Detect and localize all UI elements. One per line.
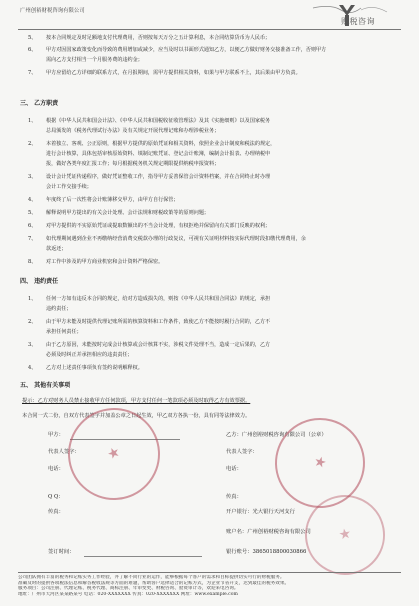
seal-star-icon: ★ bbox=[104, 443, 123, 464]
party-a-fax-label: 传真： bbox=[48, 509, 64, 515]
party-b-account-name: 账户名：广州创裕财税咨询有限公司 bbox=[226, 529, 311, 535]
party-b-bank: 开户银行：光大银行天河支行 bbox=[226, 509, 295, 515]
header-divider bbox=[18, 29, 401, 30]
footer-line: 准确及时的提供各项税法信息和解答税收法规等方面的难题，帮助客户选择适合的记账方式，为企业节省开支，达到最佳的税务效果。 bbox=[18, 580, 290, 586]
closing-statement: 本合同一式二份，自双方代表签字并加盖公章之日起生效，甲乙双方各执一份，具有同等法律效力。 bbox=[22, 413, 251, 419]
header-company-name: 广州创裕财税咨询有限公司 bbox=[20, 8, 85, 14]
seal-star-icon: ★ bbox=[337, 525, 353, 544]
party-a-phone-label: 电话： bbox=[48, 466, 64, 472]
party-a-qq-label: Q Q： bbox=[48, 494, 64, 500]
party-a-seal-stamp bbox=[53, 393, 175, 515]
party-b-account-no: 银行账号：3865018800030866 bbox=[226, 549, 307, 555]
party-a-name-label: 甲方： bbox=[48, 432, 64, 438]
footer-line: 服务项目：公司注册、代理记账、税务代理、商标注册、年审变更、财税咨询、验资审计等，欢迎来电咨询。 bbox=[18, 586, 239, 592]
party-a-date-label: 签订时间： bbox=[48, 549, 75, 555]
logo-text: 财税咨询 bbox=[341, 17, 375, 26]
footer-line: 地址：广州市天河区某某路某号 电话：020-XXXXXXX 传真：020-XXXXXXX 网址：www.example.com bbox=[18, 592, 238, 598]
section-title-4: 四、 违约责任 bbox=[20, 278, 59, 285]
party-a-date-line bbox=[84, 556, 202, 557]
party-b-fax-label: 传真： bbox=[226, 494, 242, 500]
seal-star-icon: ★ bbox=[311, 453, 329, 472]
footer-line: 公司团队拥有丰富的税务和记账实务工作经验，并了解不同行业的运作，能够根据每个客户的需求和目标提供切实可行的财税服务。 bbox=[18, 575, 285, 580]
party-b-name: 乙方：广州创裕财税咨询有限公司（公章） bbox=[226, 432, 327, 438]
section-title-3: 三、 乙方职责 bbox=[20, 100, 59, 107]
section-title-5: 五、 其他有关事项 bbox=[20, 382, 71, 389]
party-b-rep-label: 代表人签字： bbox=[226, 449, 258, 455]
company-logo bbox=[311, 2, 401, 32]
payment-tip: 提示：乙方对财务人员禁止接收甲方任何款项，甲方支付任何一笔款项必须及时取得乙方有效票据。 bbox=[22, 398, 251, 404]
contract-page: 广州创裕财税咨询有限公司 财税咨询 5、 按本合同规定及时足额地支付代理费用，否则按每天万分之五计算利息，本合同结算货币为人民币； 6、 甲方对因国家政策变化而导致的费用增加或减少，应当及时以书面形式通知乙方，以便乙方做好财务交接准备工作，否则甲方 需向乙方支付相当一个月服务费的违约金； 7、 甲方应留给乙方详细的联系方式，在月报期间，需甲方提供相关资料，如果与甲方联系不上，其后果由甲方负责。 三、 乙方职责 1、 根据《中华人民共和国会计法》、《中华人民共和国税收征收管理法》及其《实施细则》以及国家税务 总局颁发的《税务代理试行办法》及有关规定开展代理记账和办理涉税业务； 2、 本着独立、客观、公正原则，根据甲方提供的原始凭证和相关资料，依照企业会计制度和税法的规定， 进行会计核算，具体包括审核原始资料、填制记账凭证、登记会计账簿，编制会计报表、办理纳税申 报，做好各类年度汇报工作；每月根据税务机关规定期限提供纳税申报资料； 3、 设计会计凭证传递程序，做好凭证整收工作，指导甲方妥善保管会计资料档案，并在合同终止时办理 会计工作交接手续； 4、 年度终了后一次性将会计账簿移交甲方，由甲方自行保管； 5、 解释说明甲方提出的有关会计处理、会计法规和财税政策等的原则问题； 6、 对甲方提供的不实原始凭证或提取数额出的不当会计处理，有权拒绝并保留向有关部门反映的权利； 7、 如代理期间遇到企业不再缴纳经营消费交税款办理的行政复议，可视有关证明材料按实际代理时段扣缴代理费用，余 款返还； 8、 对工作中涉及的甲方商业机密和会计资料严格保密。 四、 违约责任 1、 任何一方如有违反本合同的规定，给对方造成损失的，则按《中华人民共和国合同法》的规定，承担 违约责任； 2、 由于甲方未能及时提供代理记账所需的核算资料和工作条件，致使乙方不能按时履行合同的，乙方不 承担任何责任； 3、 由于乙方原因，未能按时完成会计核算或会计核算不实，涉税文件处理不当，造成一定后果的，乙方 必须及时纠正并承担相应的违责责任； 4、 乙方对上述责任事项负有签约说明解释权。 五、 其他有关事项 提示：乙方对财务人员禁止接收甲方任何款项，甲方支付任何一笔款项必须及时取得乙方有效票据。 本合同一式二份，自双方代表签字并加盖公章之日起生效，甲乙双方各执一份，具有同等法律效力。 甲方： 代表人签字： 电话： Q Q： 传真： 签订时间： 乙方：广州创裕财税咨询有限公司（公章） 代表人签字： 电话： 传真： 开户银行：光大银行天河支行 账户名：广州创裕财税咨询有限公司 银行账号：3865018800030866 ★ ★ ★ 公司团队拥有丰富的税务和记账实务工作经验，并了解不同行业的运作，能够根据每个客户的需求和目标提供切实可行的财税服务。 准确及时的提供各项税法信息和解答税收法规等方面的难题，帮助客户选择适合的记账方式，为企业节省开支，达到最佳的税务效果。 服务项目：公司注册、代理记账、税务代理、商标注册、年审变更、财税咨询、验资审计等，欢迎来电咨询。 地址：广州市天河区某某路某号 电话：020-XXXXXXX 传真：020-XXXXXXX 网址：www.example.com bbox=[0, 0, 419, 606]
footer-info bbox=[18, 572, 401, 598]
party-a-rep-label: 代表人签字： bbox=[48, 449, 80, 455]
party-b-phone-label: 电话： bbox=[226, 466, 242, 472]
